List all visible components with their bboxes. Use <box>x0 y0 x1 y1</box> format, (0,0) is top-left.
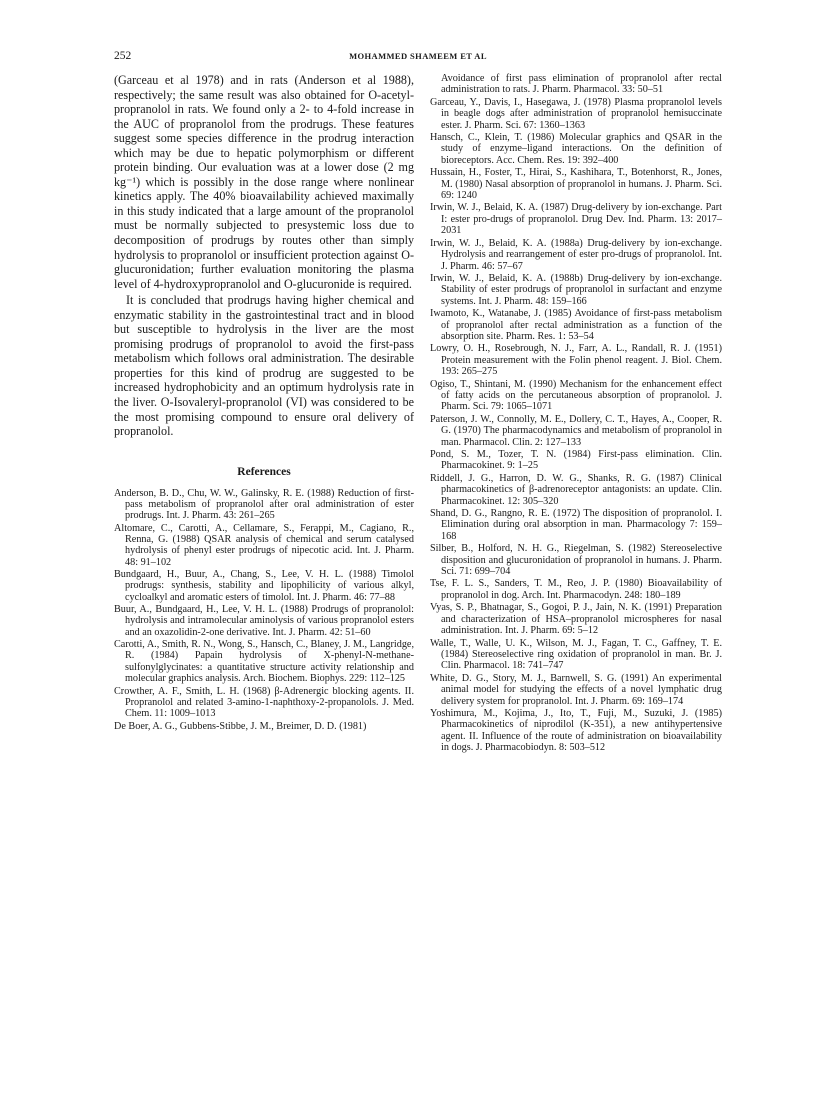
reference-item: Buur, A., Bundgaard, H., Lee, V. H. L. (1988) Prodrugs of propranolol: hydrolysis and intramolecular aminolysis of various propranolol esters and an oxazolidin-2-one derivative. Int. J. Pharm. 42: 51–60 <box>114 604 414 638</box>
body-paragraph: It is concluded that prodrugs having higher chemical and enzymatic stability in the gastrointestinal tract and in blood but susceptible to hydrolysis in the liver are the most promising prodrugs of propranolol to avoid the first-pass metabolism which follows oral administration. The desirable properties for this kind of prodrug are suggested to be increased hydrophobicity and an optimum hydrolysis rate in the liver. O-Isovaleryl-propranolol (VI) was considered to be the most promising compound to ensure oral delivery of propranolol. <box>114 293 414 439</box>
reference-item: Riddell, J. G., Harron, D. W. G., Shanks, R. G. (1987) Clinical pharmacokinetics of β-adrenoreceptor antagonists: an update. Clin. Pharmacokinet. 12: 305–320 <box>430 472 722 507</box>
reference-item: Shand, D. G., Rangno, R. E. (1972) The disposition of propranolol. I. Elimination during oral absorption in man. Pharmacology 7: 159–168 <box>430 508 722 542</box>
right-column <box>430 73 722 755</box>
reference-item: Irwin, W. J., Belaid, K. A. (1988b) Drug-delivery by ion-exchange. Stability of ester prodrugs of propranolol in surfactant and enzyme systems. Int. J. Pharm. 48: 159–166 <box>430 272 722 307</box>
reference-item: White, D. G., Story, M. J., Barnwell, S. G. (1991) An experimental animal model for studying the effects of a novel lymphatic drug delivery system for propranolol. Int. J. Pharm. 69: 169–174 <box>430 672 722 707</box>
reference-item: Ogiso, T., Shintani, M. (1990) Mechanism for the enhancement effect of fatty acids on the percutaneous absorption of propranolol. J. Pharm. Sci. 79: 1065–1071 <box>430 378 722 413</box>
reference-item: Carotti, A., Smith, R. N., Wong, S., Hansch, C., Blaney, J. M., Langridge, R. (1984) Papain hydrolysis of X-phenyl-N-methane-sulfonylglycinates: a quantitative structure activity relationship and molecular graphics analysis. Arch. Biochem. Biophys. 229: 112–125 <box>114 639 414 685</box>
running-head: MOHAMMED SHAMEEM ET AL <box>349 51 487 61</box>
reference-item-continued: Avoidance of first pass elimination of propranolol after rectal administration to rats. J. Pharm. Pharmacol. 33: 50–51 <box>441 73 722 96</box>
reference-item: Altomare, C., Carotti, A., Cellamare, S., Ferappi, M., Cagiano, R., Renna, G. (1988) QSAR analysis of chemical and serum catalysed hydrolysis of phenyl ester prodrugs of nipecotic acid. Int. J. Pharm. 48: 91–102 <box>114 522 414 568</box>
references-heading: References <box>237 465 291 478</box>
reference-item: Anderson, B. D., Chu, W. W., Galinsky, R. E. (1988) Reduction of first-pass metabolism of propranolol after oral administration of ester prodrugs. Int. J. Pharm. 43: 261–265 <box>114 487 414 522</box>
reference-item: Irwin, W. J., Belaid, K. A. (1988a) Drug-delivery by ion-exchange. Hydrolysis and rearrangement of ester pro-drugs of propranolol. Int. J. Pharm. 46: 57–67 <box>430 237 722 272</box>
page-header <box>114 50 722 66</box>
reference-item: Garceau, Y., Davis, I., Hasegawa, J. (1978) Plasma propranolol levels in beagle dogs after administration of propranolol hemisuccinate ester. J. Pharm. Sci. 67: 1360–1363 <box>430 96 722 131</box>
reference-list-right <box>430 73 722 754</box>
reference-item: Lowry, O. H., Rosebrough, N. J., Farr, A. L., Randall, R. J. (1951) Protein measurement with the Folin phenol reagent. J. Biol. Chem. 193: 265–275 <box>430 343 722 378</box>
reference-item: Pond, S. M., Tozer, T. N. (1984) First-pass elimination. Clin. Pharmacokinet. 9: 1–25 <box>430 449 722 472</box>
reference-item: Irwin, W. J., Belaid, K. A. (1987) Drug-delivery by ion-exchange. Part I: ester pro-drugs of propranolol. Drug Dev. Ind. Pharm. 13: 2017–2031 <box>430 202 722 237</box>
reference-item: Iwamoto, K., Watanabe, J. (1985) Avoidance of first-pass metabolism of propranolol after rectal administration as a function of the absorption site. Pharm. Res. 1: 53–54 <box>430 308 722 342</box>
page-number: 252 <box>114 50 132 62</box>
left-column <box>114 73 414 733</box>
reference-item: De Boer, A. G., Gubbens-Stibbe, J. M., Breimer, D. D. (1981) <box>114 720 367 732</box>
reference-item: Hansch, C., Klein, T. (1986) Molecular graphics and QSAR in the study of enzyme–ligand interactions. On the definition of bioreceptors. Acc. Chem. Res. 19: 392–400 <box>430 132 722 166</box>
reference-item: Bundgaard, H., Buur, A., Chang, S., Lee, V. H. L. (1988) Timolol prodrugs: synthesis, stability and lipophilicity of various alkyl, cycloalkyl and aromatic esters of timolol. Int. J. Pharm. 46: 77–88 <box>114 569 414 603</box>
body-paragraph: (Garceau et al 1978) and in rats (Anderson et al 1988), respectively; the same result was also obtained for O-acetyl-propranolol in rats. We found only a 2- to 4-fold increase in the AUC of propranolol from the prodrugs. These features suggest some species difference in the prodrug interaction which may be due to hepatic polymorphism or different protein binding. Our evaluation was at a lower dose (2 mg kg⁻¹) which is possibly in the dose range where nonlinear kinetics apply. The 40% bioavailability achieved maximally in this study indicated that a large amount of the propranolol must be normally subjected to presystemic loss due to decomposition of prodrugs by routes other than simply hydrolysis to propranolol or insufficient protection against O-glucuronidation; further evaluation monitoring the plasma level of 4-hydroxypropranolol and O-glucuronide is required. <box>114 73 414 291</box>
reference-item: Paterson, J. W., Connolly, M. E., Dollery, C. T., Hayes, A., Cooper, R. G. (1970) The pharmacodynamics and metabolism of propranolol in man. Pharmacol. Clin. 2: 127–133 <box>430 413 722 448</box>
reference-list-left <box>114 488 414 732</box>
reference-item: Silber, B., Holford, N. H. G., Riegelman, S. (1982) Stereoselective disposition and glucuronidation of propranolol in humans. J. Pharm. Sci. 71: 699–704 <box>430 543 722 578</box>
reference-item: Tse, F. L. S., Sanders, T. M., Reo, J. P. (1980) Bioavailability of propranolol in dog. Arch. Int. Pharmacodyn. 248: 180–189 <box>430 578 722 601</box>
reference-item: Yoshimura, M., Kojima, J., Ito, T., Fuji, M., Suzuki, J. (1985) Pharmacokinetics of niprodilol (K-351), a new antihypertensive agent. II. Influence of the route of administration on bioavailability in dogs. J. Pharmacobiodyn. 8: 503–512 <box>430 707 722 754</box>
reference-item: Hussain, H., Foster, T., Hirai, S., Kashihara, T., Botenhorst, R., Jones, M. (1980) Nasal absorption of propranolol in humans. J. Pharm. Sci. 69: 1240 <box>430 167 722 202</box>
reference-item: Crowther, A. F., Smith, L. H. (1968) β-Adrenergic blocking agents. II. Propranolol and related 3-amino-1-naphthoxy-2-propanolols. J. Med. Chem. 11: 1009–1013 <box>114 685 414 720</box>
reference-item: Walle, T., Walle, U. K., Wilson, M. J., Fagan, T. C., Gaffney, T. E. (1984) Stereoselective ring oxidation of propranolol in man. Br. J. Clin. Pharmacol. 18: 741–747 <box>430 637 722 672</box>
reference-item: Vyas, S. P., Bhatnagar, S., Gogoi, P. J., Jain, N. K. (1991) Preparation and characterization of HSA–propranolol microspheres for nasal administration. Int. J. Pharm. 69: 5–12 <box>430 602 722 637</box>
